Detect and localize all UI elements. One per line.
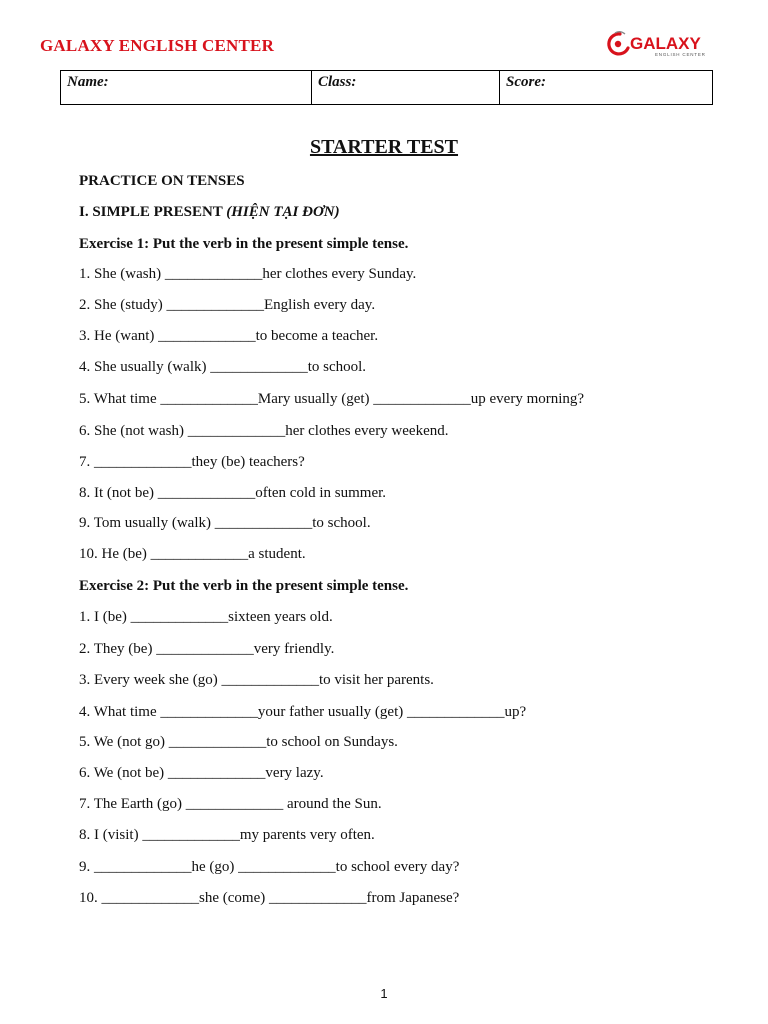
exercise2-item: 5. We (not go) _____________to school on Sundays. <box>79 734 398 750</box>
exercise1-item: 5. What time _____________Mary usually (get) _____________up every morning? <box>79 391 585 407</box>
exercise1-item: 2. She (study) _____________English every day. <box>79 297 376 313</box>
galaxy-logo <box>606 30 716 58</box>
logo-swirl-icon <box>609 32 628 54</box>
exercise2-item: 4. What time _____________your father usually (get) _____________up? <box>79 704 527 720</box>
student-info-table <box>60 70 713 105</box>
center-name: GALAXY ENGLISH CENTER <box>40 36 275 55</box>
exercise2-item: 10. _____________she (come) _____________from Japanese? <box>79 890 460 906</box>
exercise2-item: 3. Every week she (go) _____________to visit her parents. <box>79 672 434 688</box>
page-title: STARTER TEST <box>309 136 459 158</box>
page-number: 1 <box>380 986 388 1001</box>
logo-text: GALAXY <box>630 34 701 53</box>
exercise2-heading: Exercise 2: Put the verb in the present simple tense. <box>79 578 409 594</box>
exercise1-heading: Exercise 1: Put the verb in the present simple tense. <box>79 236 409 252</box>
logo-subtext: ENGLISH CENTER <box>655 52 706 57</box>
exercise1-item: 9. Tom usually (walk) _____________to school. <box>79 515 371 531</box>
exercise1-item: 6. She (not wash) _____________her clothes every weekend. <box>79 423 449 439</box>
exercise2-item: 2. They (be) _____________very friendly. <box>79 641 335 657</box>
subsection-heading <box>79 204 340 221</box>
exercise1-item: 4. She usually (walk) _____________to school. <box>79 359 367 375</box>
score-field[interactable] <box>500 71 713 105</box>
subsection-vi-label: (HIỆN TẠI ĐƠN) <box>226 204 340 220</box>
name-field[interactable] <box>61 71 312 105</box>
exercise1-item: 8. It (not be) _____________often cold in summer. <box>79 485 387 501</box>
exercise2-item: 8. I (visit) _____________my parents very often. <box>79 827 375 843</box>
exercise1-item: 1. She (wash) _____________her clothes every Sunday. <box>79 266 417 282</box>
class-field[interactable] <box>312 71 500 105</box>
class-label: Class: <box>318 74 357 90</box>
subsection-label: I. SIMPLE PRESENT <box>79 204 227 220</box>
exercise1-item: 3. He (want) _____________to become a teacher. <box>79 328 379 344</box>
exercise2-item: 7. The Earth (go) _____________ around the Sun. <box>79 796 382 812</box>
exercise2-item: 9. _____________he (go) _____________to school every day? <box>79 859 460 875</box>
section-heading: PRACTICE ON TENSES <box>79 173 245 189</box>
exercise2-item: 6. We (not be) _____________very lazy. <box>79 765 324 781</box>
exercise1-item: 10. He (be) _____________a student. <box>79 546 306 562</box>
exercise1-item: 7. _____________they (be) teachers? <box>79 454 305 470</box>
exercise2-item: 1. I (be) _____________sixteen years old. <box>79 609 333 625</box>
name-label: Name: <box>67 74 109 90</box>
score-label: Score: <box>506 74 546 90</box>
